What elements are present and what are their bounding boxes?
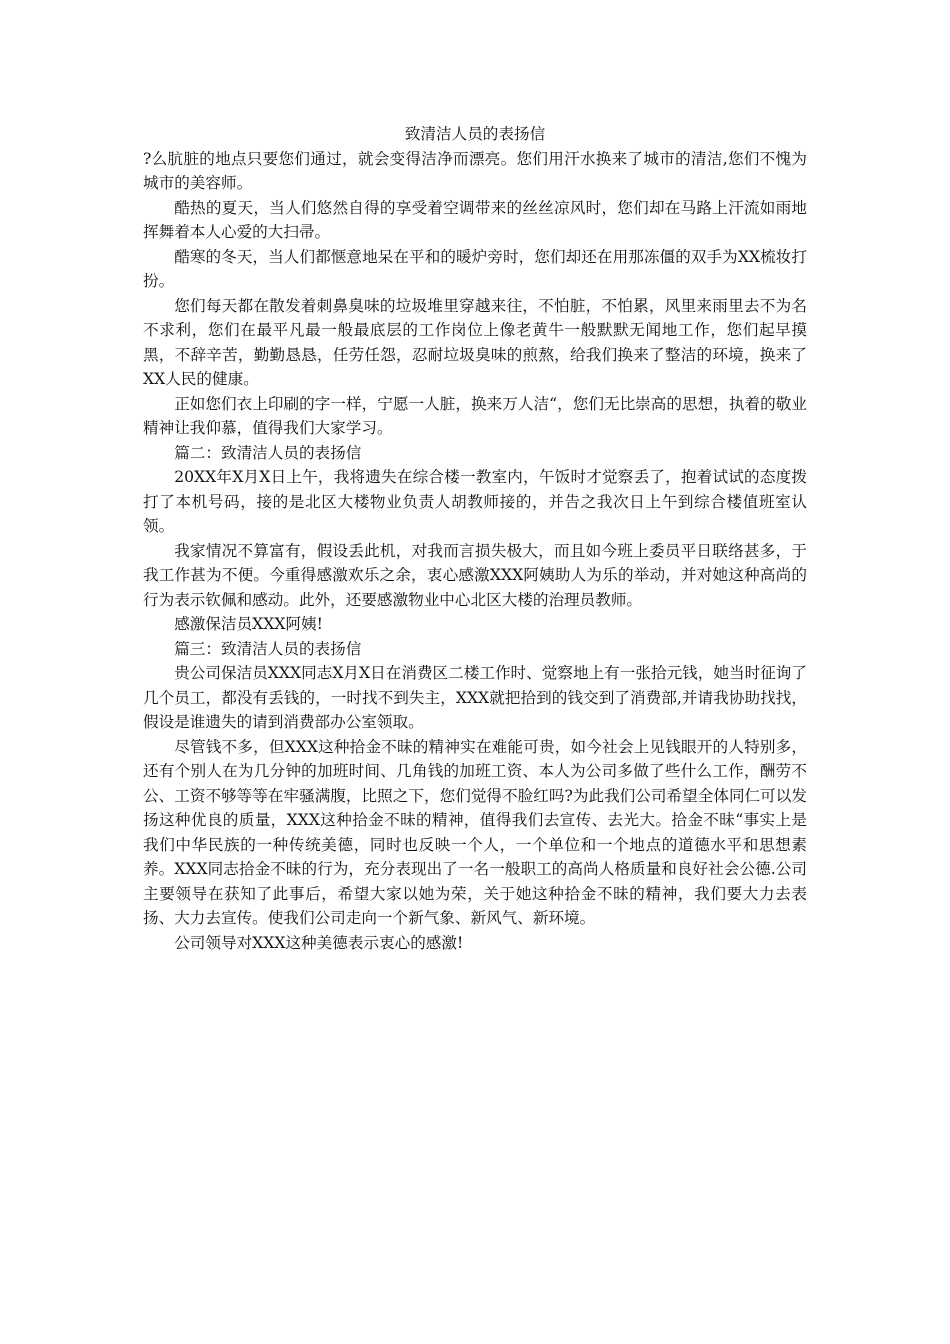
document-page [143, 122, 807, 955]
paragraph-5: 正如您们衣上印刷的字一样，宁愿一人脏，换来万人洁“，您们无比崇高的思想，执着的敬业精神让我仰慕，值得我们大家学习。 [143, 394, 807, 437]
paragraph-1: ?么肮脏的地点只要您们通过，就会变得洁净而漂亮。您们用汗水换来了城市的清洁,您们不愧为城市的美容师。 [143, 149, 807, 192]
paragraph-4: 您们每天都在散发着刺鼻臭味的垃圾堆里穿越来往，不怕脏，不怕累，风里来雨里去不为名不求利，您们在最平凡最一般最底层的工作岗位上像老黄牛一般默默无闻地工作，您们起早摸黑，不辞辛苦，勤勤恳恳，任劳任怨，忍耐垃圾臭味的煎熬，给我们换来了整洁的环境，换来了XX人民的健康。 [143, 296, 807, 388]
section-heading-2: 篇二：致清洁人员的表扬信 [174, 443, 362, 462]
paragraph-6: 20XX年X月X日上午，我将遗失在综合楼一教室内，午饭时才觉察丢了，抱着试试的态度拨打了本机号码，接的是北区大楼物业负责人胡教师接的，并告之我次日上午到综合楼值班室认领。 [143, 468, 807, 535]
section-heading-3: 篇三：致清洁人员的表扬信 [174, 639, 362, 658]
paragraph-8: 感激保洁员XXX阿姨! [174, 615, 323, 633]
paragraph-9: 贵公司保洁员XXX同志X月X日在消费区二楼工作时、觉察地上有一张拾元钱，她当时征询了几个员工，都没有丢钱的，一时找不到失主，XXX就把拾到的钱交到了消费部,并请我协助找找，假设是谁遗失的请到消费部办公室领取。 [143, 664, 807, 731]
paragraph-11: 公司领导对XXX这种美德表示衷心的感激! [174, 933, 464, 952]
paragraph-2: 酷热的夏天，当人们悠然自得的享受着空调带来的丝丝凉风时，您们却在马路上汗流如雨地挥舞着本人心爱的大扫帚。 [143, 198, 807, 241]
document-title: 致清洁人员的表扬信 [404, 125, 546, 143]
paragraph-7: 我家情况不算富有，假设丢此机，对我而言损失极大，而且如今班上委员平日联络甚多，于我工作甚为不便。今重得感激欢乐之余，衷心感激XXX阿姨助人为乐的举动，并对她这种高尚的行为表示钦佩和感动。此外，还要感激物业中心北区大楼的治理员教师。 [143, 541, 807, 609]
paragraph-10: 尽管钱不多，但XXX这种拾金不昧的精神实在难能可贵，如今社会上见钱眼开的人特别多，还有个别人在为几分钟的加班时间、几角钱的加班工资、本人为公司多做了些什么工作，酬劳不公、工资不够等等在牢骚满腹，比照之下，您们觉得不脸红吗?为此我们公司希望全体同仁可以发扬这种优良的质量，XXX这种拾金不昧的精神，值得我们去宣传、去光大。拾金不昧“事实上是我们中华民族的一种传统美德，同时也反映一个人，一个单位和一个地点的道德水平和思想素养。XXX同志拾金不昧的行为，充分表现出了一名一般职工的高尚人格质量和良好社会公德.公司主要领导在获知了此事后，希望大家以她为荣，关于她这种拾金不昧的精神，我们要大力去表扬、大力去宣传。使我们公司走向一个新气象、新风气、新环境。 [143, 737, 807, 927]
paragraph-3: 酷寒的冬天，当人们都惬意地呆在平和的暖炉旁时，您们却还在用那冻僵的双手为XX梳妆打扮。 [143, 247, 807, 290]
